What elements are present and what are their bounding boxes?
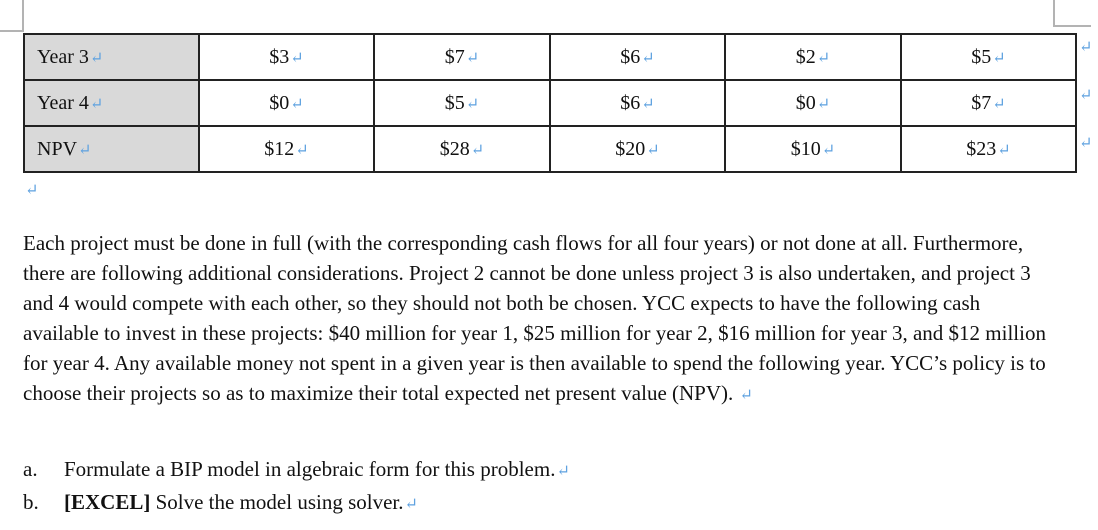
- row-end-mark-icon: ↵: [1079, 39, 1093, 56]
- table-cell: $0↵: [199, 80, 374, 126]
- table-cell: $6↵: [550, 80, 725, 126]
- table-cell: $10↵: [725, 126, 901, 172]
- table-cell: $28↵: [374, 126, 550, 172]
- table-cell: $0↵: [725, 80, 901, 126]
- paragraph-mark-icon: ↵: [739, 387, 753, 404]
- table-cell: $20↵: [550, 126, 725, 172]
- paragraph-mark-icon: ↵: [295, 141, 309, 159]
- paragraph-mark-icon: ↵: [646, 141, 660, 159]
- table-cell: $7↵: [374, 34, 550, 80]
- page-corner-left: [0, 0, 24, 32]
- table-cell: $23↵: [901, 126, 1076, 172]
- table-cell: $5↵: [374, 80, 550, 126]
- task-list: [23, 454, 1053, 520]
- table-row: [24, 34, 1076, 80]
- problem-paragraph: Each project must be done in full (with the corresponding cash flows for all four years) or not done at all. Furthermore, there are following additional considerations. Project 2 cannot be done unless project 3 is also undertaken, and project 3 and 4 would compete with each other, so they should not both be chosen. YCC expects to have the following cash available to invest in these projects: $40 million for year 1, $25 million for year 2, $16 million for year 3, and $12 million for year 4. Any available money not spent in a given year is then available to spend the following year. YCC’s policy is to choose their projects so as to maximize their total expected net present value (NPV). ↵: [23, 231, 1046, 405]
- table-cell: $3↵: [199, 34, 374, 80]
- paragraph-mark-icon: ↵: [556, 463, 570, 480]
- row-end-mark-icon: ↵: [1079, 87, 1093, 104]
- row-label: Year 4↵: [24, 80, 199, 126]
- table-cell: $2↵: [725, 34, 901, 80]
- paragraph-mark-icon: ↵: [290, 49, 304, 67]
- empty-paragraph-mark-icon: ↵: [25, 182, 39, 199]
- paragraph-mark-icon: ↵: [816, 49, 831, 67]
- list-item: [23, 487, 1053, 520]
- excel-tag: [EXCEL]: [64, 490, 151, 514]
- table-cell: $6↵: [550, 34, 725, 80]
- table-cell: $7↵: [901, 80, 1076, 126]
- table-row: [24, 80, 1076, 126]
- list-item-text: [EXCEL] Solve the model using solver.↵: [64, 490, 418, 514]
- paragraph-mark-icon: ↵: [78, 141, 92, 159]
- paragraph-mark-icon: ↵: [465, 95, 480, 113]
- cash-flow-table: [23, 33, 1077, 173]
- paragraph-mark-icon: ↵: [89, 95, 104, 113]
- row-end-mark-icon: ↵: [1079, 135, 1093, 152]
- list-item-text: Formulate a BIP model in algebraic form for this problem.↵: [64, 457, 570, 481]
- paragraph-mark-icon: ↵: [821, 141, 836, 159]
- paragraph-mark-icon: ↵: [290, 95, 304, 113]
- paragraph-mark-icon: ↵: [641, 49, 655, 67]
- paragraph-mark-icon: ↵: [470, 141, 485, 159]
- table-cell: $12↵: [199, 126, 374, 172]
- row-label: Year 3↵: [24, 34, 199, 80]
- paragraph-mark-icon: ↵: [89, 49, 104, 67]
- page-corner-right: [1053, 0, 1091, 27]
- paragraph-mark-icon: ↵: [992, 49, 1006, 67]
- table-row: [24, 126, 1076, 172]
- list-item: [23, 454, 1053, 487]
- paragraph-mark-icon: ↵: [997, 141, 1011, 159]
- paragraph-mark-icon: ↵: [465, 49, 480, 67]
- row-label: NPV↵: [24, 126, 199, 172]
- table-cell: $5↵: [901, 34, 1076, 80]
- paragraph-mark-icon: ↵: [992, 95, 1006, 113]
- paragraph-mark-icon: ↵: [404, 496, 418, 513]
- paragraph-mark-icon: ↵: [816, 95, 831, 113]
- paragraph-mark-icon: ↵: [641, 95, 655, 113]
- list-item-letter: b.: [23, 490, 39, 514]
- list-item-letter: a.: [23, 457, 38, 481]
